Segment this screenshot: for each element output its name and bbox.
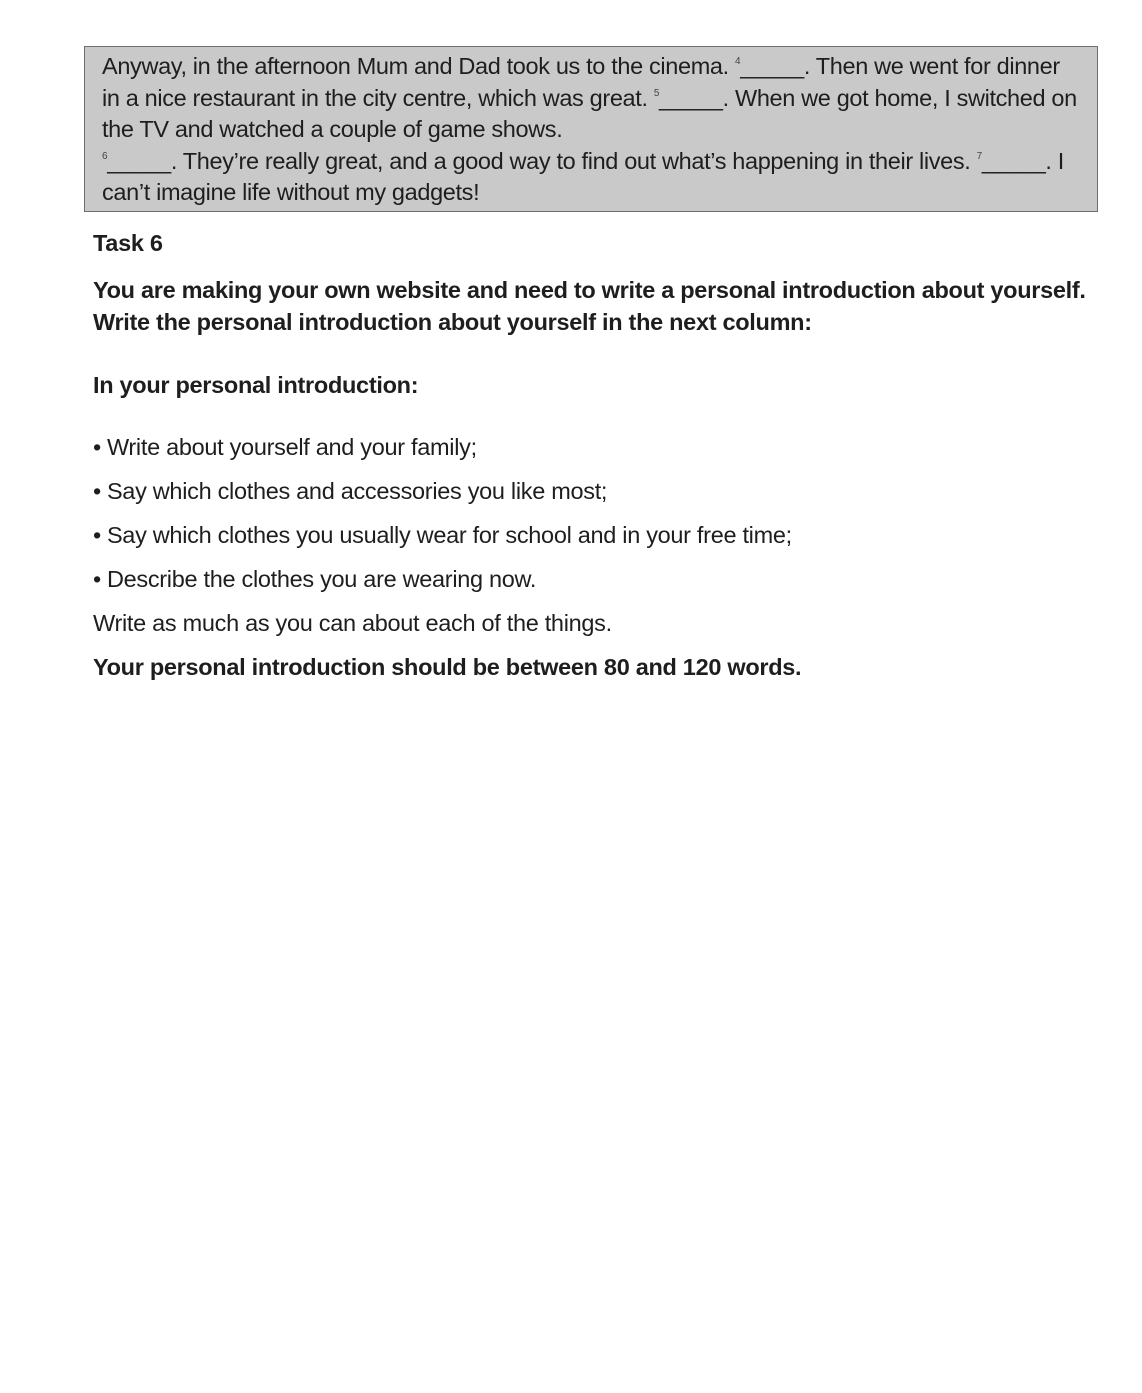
gap-4-number: 4: [735, 56, 741, 67]
list-item: • Describe the clothes you are wearing now.: [93, 566, 537, 592]
passage-line-5: can’t imagine life without my gadgets!: [102, 179, 480, 206]
gap-4-blank: _____. Then we went for dinner: [740, 53, 1060, 79]
gap-7-number: 7: [976, 150, 982, 162]
task-instructions: [93, 274, 1103, 338]
bullet-icon: •: [93, 566, 101, 592]
instruction-line-1: You are making your own website and need to write a personal introduction about yourself.: [93, 277, 1086, 303]
gap-7-blank: _____. I: [981, 147, 1064, 174]
list-item: • Say which clothes and accessories you like most;: [93, 478, 608, 504]
gap-5-number: 5: [653, 87, 660, 99]
gap-6-number: 6: [102, 150, 108, 162]
instruction-line-2: Write the personal introduction about yourself in the next column:: [93, 309, 812, 335]
gap-6-blank: _____. They’re really great, and a good way to find out what’s happening in their lives.: [107, 147, 977, 174]
bullet-icon: •: [93, 522, 101, 548]
reading-passage-box: [84, 46, 1098, 212]
passage-line-2: in a nice restaurant in the city centre, which was great. $^5$_____. When we got home, I switched on: [102, 84, 1077, 111]
requirements-list: [93, 432, 1103, 594]
bullet-icon: •: [93, 478, 101, 504]
list-item: • Write about yourself and your family;: [93, 434, 477, 460]
bullet-icon: •: [93, 434, 101, 460]
passage-line-4: [102, 146, 1081, 178]
task-title: Task 6: [93, 230, 163, 256]
sub-heading: In your personal introduction:: [93, 372, 419, 398]
passage-line-3: the TV and watched a couple of game shows.: [102, 116, 563, 143]
gap-5-blank: _____. When we got home, I switched on: [659, 84, 1077, 111]
word-count-requirement: Your personal introduction should be between 80 and 120 words.: [93, 654, 802, 680]
list-item: • Say which clothes you usually wear for school and in your free time;: [93, 522, 792, 548]
passage-line-1: Anyway, in the afternoon Mum and Dad took us to the cinema. $^4$_____. Then we went for dinner: [102, 53, 1060, 79]
writing-note: Write as much as you can about each of the things.: [93, 610, 612, 636]
task-section: [93, 228, 1103, 682]
